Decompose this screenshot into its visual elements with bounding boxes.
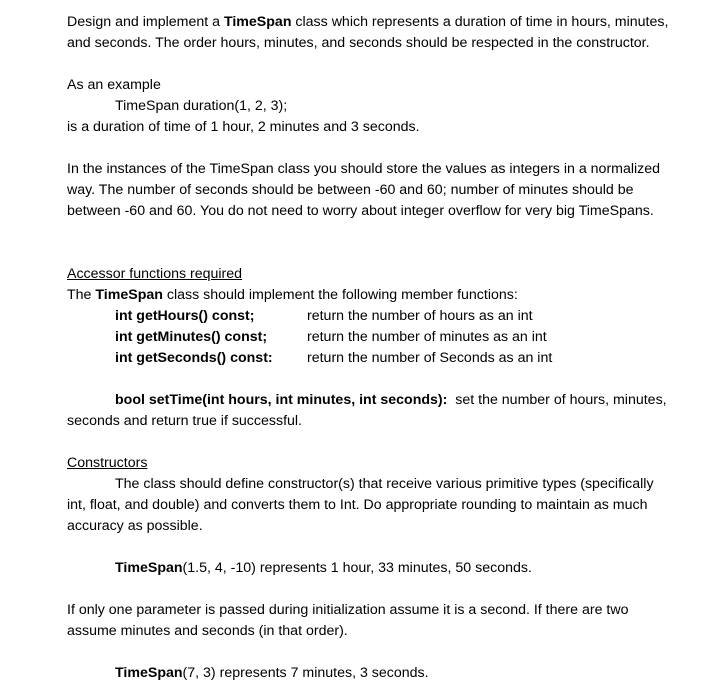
example-code: TimeSpan duration(1, 2, 3); bbox=[115, 98, 288, 114]
document-page bbox=[67, 12, 692, 684]
example-lead: As an example bbox=[67, 77, 161, 93]
constructors-line-2: int, float, and double) and converts them to Int. Do appropriate rounding to maintain as much bbox=[67, 497, 648, 513]
intro-line-2: and seconds. The order hours, minutes, and seconds should be respected in the constructor. bbox=[67, 35, 650, 51]
intro-text-a: Design and implement a bbox=[67, 14, 224, 30]
function-description: return the number of Seconds as an int bbox=[307, 350, 553, 366]
intro-line-1 bbox=[67, 12, 692, 33]
constructor-example-2 bbox=[67, 663, 692, 684]
constructors-heading: Constructors bbox=[67, 455, 148, 471]
example-explanation: is a duration of time of 1 hour, 2 minutes and 3 seconds. bbox=[67, 119, 420, 135]
spacer bbox=[67, 369, 692, 390]
function-signature: int getMinutes() const; bbox=[115, 329, 268, 345]
accessors-intro-b: class should implement the following member functions: bbox=[162, 287, 518, 303]
example-class-name: TimeSpan bbox=[115, 560, 183, 576]
function-signature: int getHours() const; bbox=[115, 308, 255, 324]
normalize-line-1: In the instances of the TimeSpan class you should store the values as integers in a normalized bbox=[67, 161, 661, 177]
accessors-intro bbox=[67, 285, 692, 306]
settime-line-2: seconds and return true if successful. bbox=[67, 413, 303, 429]
spacer bbox=[67, 138, 692, 159]
function-row-getminutes bbox=[67, 327, 692, 348]
param-line-1: If only one parameter is passed during initialization assume it is a second. If there are two bbox=[67, 602, 629, 618]
constructors-line-1: The class should define constructor(s) that receive various primitive types (specifically bbox=[115, 476, 654, 492]
spacer bbox=[67, 54, 692, 75]
function-description: return the number of hours as an int bbox=[307, 308, 533, 324]
example-class-name: TimeSpan bbox=[115, 665, 183, 681]
settime-description: set the number of hours, minutes, bbox=[447, 392, 667, 408]
example-args: (7, 3) represents 7 minutes, 3 seconds. bbox=[182, 665, 429, 681]
settime-line-1 bbox=[67, 390, 692, 411]
constructors-line-3: accuracy as possible. bbox=[67, 518, 203, 534]
settime-signature: bool setTime(int hours, int minutes, int seconds): bbox=[115, 392, 448, 408]
function-row-getseconds bbox=[67, 348, 692, 369]
spacer bbox=[67, 432, 692, 453]
spacer bbox=[67, 642, 692, 663]
param-line-2: assume minutes and seconds (in that order). bbox=[67, 623, 348, 639]
function-signature: int getSeconds() const: bbox=[115, 350, 273, 366]
function-row-gethours bbox=[67, 306, 692, 327]
accessors-class-name: TimeSpan bbox=[95, 287, 163, 303]
accessors-heading: Accessor functions required bbox=[67, 266, 243, 282]
function-description: return the number of minutes as an int bbox=[307, 329, 547, 345]
accessors-intro-a: The bbox=[67, 287, 96, 303]
example-args: (1.5, 4, -10) represents 1 hour, 33 minutes, 50 seconds. bbox=[182, 560, 532, 576]
normalize-line-3: between -60 and 60. You do not need to worry about integer overflow for very big TimeSpans. bbox=[67, 203, 654, 219]
spacer bbox=[67, 537, 692, 558]
intro-class-name: TimeSpan bbox=[223, 14, 292, 30]
normalize-line-2: way. The number of seconds should be between -60 and 60; number of minutes should be bbox=[67, 182, 634, 198]
constructor-example-1 bbox=[67, 558, 692, 579]
spacer bbox=[67, 222, 692, 243]
spacer bbox=[67, 243, 692, 264]
spacer bbox=[67, 579, 692, 600]
intro-text-b: class which represents a duration of time in hours, minutes, bbox=[291, 14, 669, 30]
